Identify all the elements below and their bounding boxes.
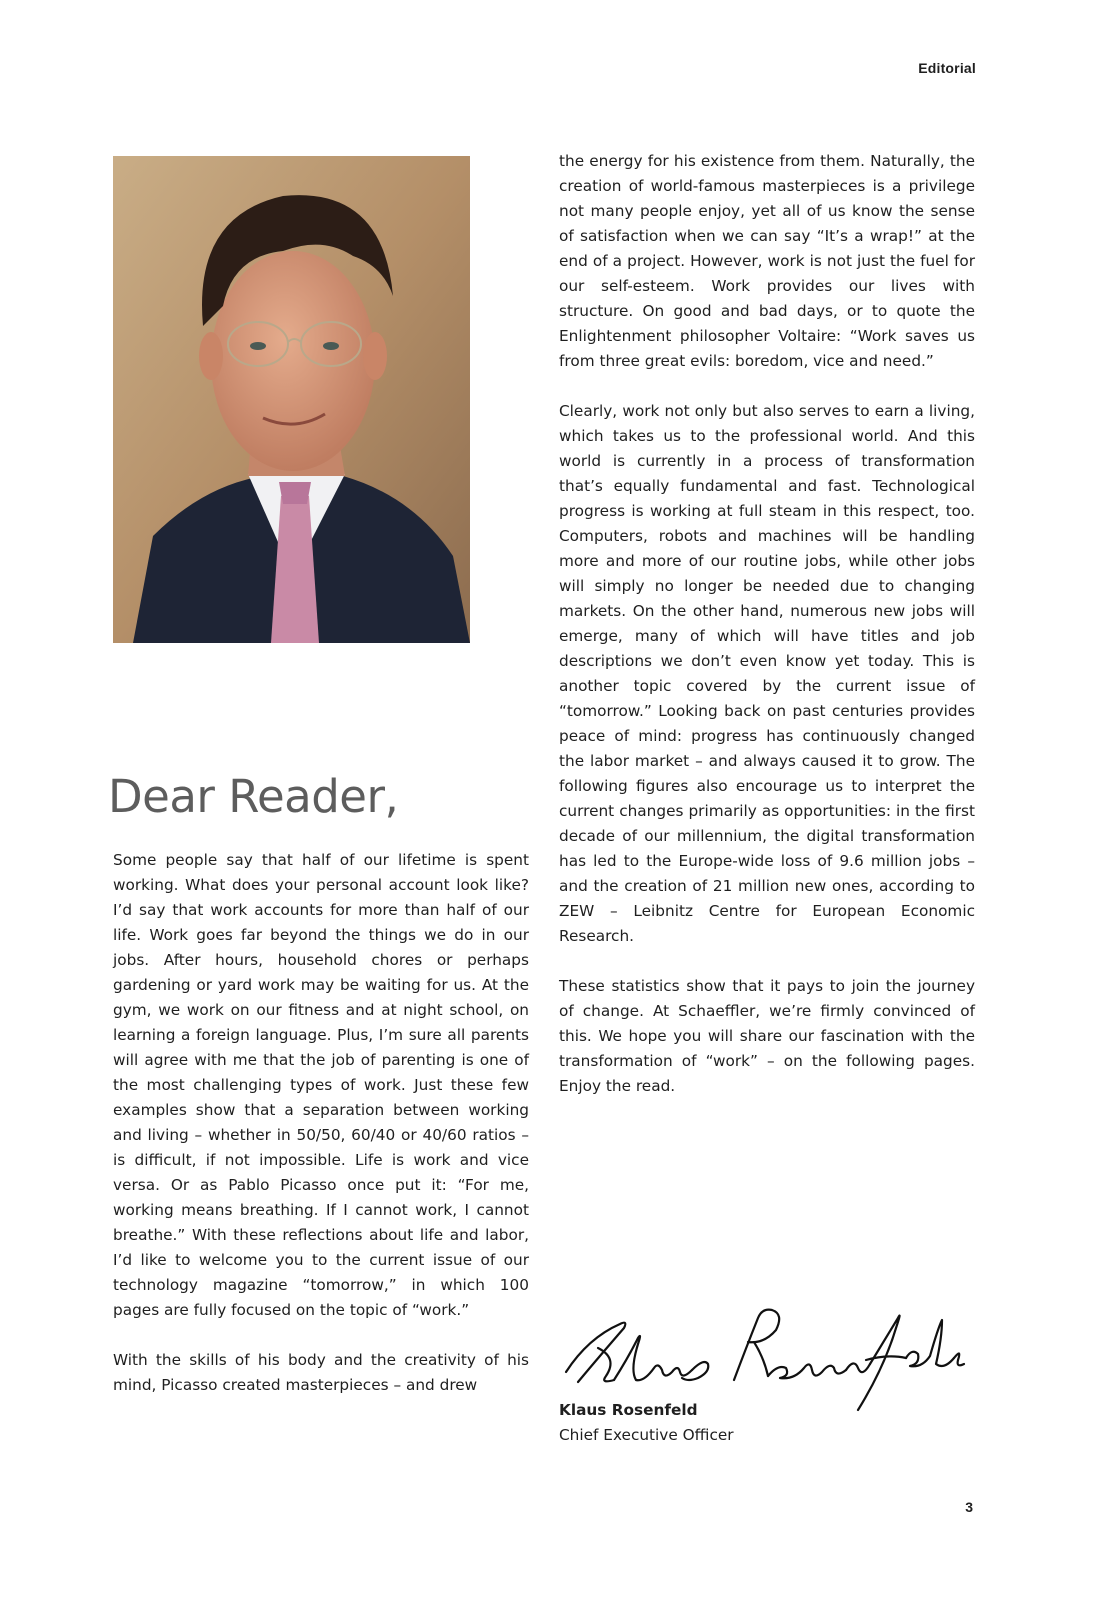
section-label: Editorial xyxy=(918,60,976,76)
signatory-name: Klaus Rosenfeld xyxy=(559,1401,698,1419)
body-paragraph: the energy for his existence from them. Naturally, the creation of world-famous masterpieces is a privilege not many people enjoy, yet all of us know the sense of satisfaction when we can say “It’s a wrap!” at the end of a project. However, work is not just the fuel for our self-esteem. Work provides our lives with structure. On good and bad days, or to quote the Enlightenment philosopher Voltaire: “Work saves us from three great evils: boredom, vice and need.” xyxy=(559,152,975,370)
page-number: 3 xyxy=(965,1499,973,1515)
body-paragraph: Clearly, work not only but also serves to earn a living, which takes us to the professional world. And this world is currently in a process of transformation that’s equally fundamental and fast. Technological progress is working at full steam in this respect, too. Computers, robots and machines will be handling more and more of our routine jobs, while other jobs will simply no longer be needed due to changing markets. On the other hand, numerous new jobs will emerge, many of which will have titles and job descriptions we don’t even know yet today. This is another topic covered by the current issue of “tomorrow.” Looking back on past centuries provides peace of mind: progress has continuously changed the labor market – and always caused it to grow. The following figures also encourage us to interpret the current changes primarily as opportunities: in the first decade of our millennium, the digital transformation has led to the Europe-wide loss of 9.6 million jobs – and the creation of 21 million new ones, according to ZEW – Leibnitz Centre for European Economic Research. xyxy=(559,402,975,945)
left-text-column xyxy=(113,848,529,1398)
greeting-heading: Dear Reader, xyxy=(108,770,399,823)
body-paragraph: These statistics show that it pays to join the journey of change. At Schaeffler, we’re firmly convinced of this. We hope you will share our fascination with the transformation of “work” – on the following pages. Enjoy the read. xyxy=(559,977,975,1095)
author-portrait xyxy=(113,156,470,643)
signatory-title: Chief Executive Officer xyxy=(559,1426,734,1444)
body-paragraph: With the skills of his body and the creativity of his mind, Picasso created masterpieces – and drew xyxy=(113,1351,529,1394)
body-paragraph: Some people say that half of our lifetime is spent working. What does your personal account look like? I’d say that work accounts for more than half of our life. Work goes far beyond the things we do in our jobs. After hours, household chores or perhaps gardening or yard work may be waiting for us. At the gym, we work on our fitness and at night school, on learning a foreign language. Plus, I’m sure all parents will agree with me that the job of parenting is one of the most challenging types of work. Just these few examples show that a separation between working and living – whether in 50/50, 60/40 or 40/60 ratios – is difficult, if not impossible. Life is work and vice versa. Or as Pablo Picasso once put it: “For me, working means breathing. If I cannot work, I cannot breathe.” With these reflections about life and labor, I’d like to welcome you to the current issue of our technology magazine “tomorrow,” in which 100 pages are fully focused on the topic of “work.” xyxy=(113,851,529,1319)
right-text-column xyxy=(559,149,975,1099)
